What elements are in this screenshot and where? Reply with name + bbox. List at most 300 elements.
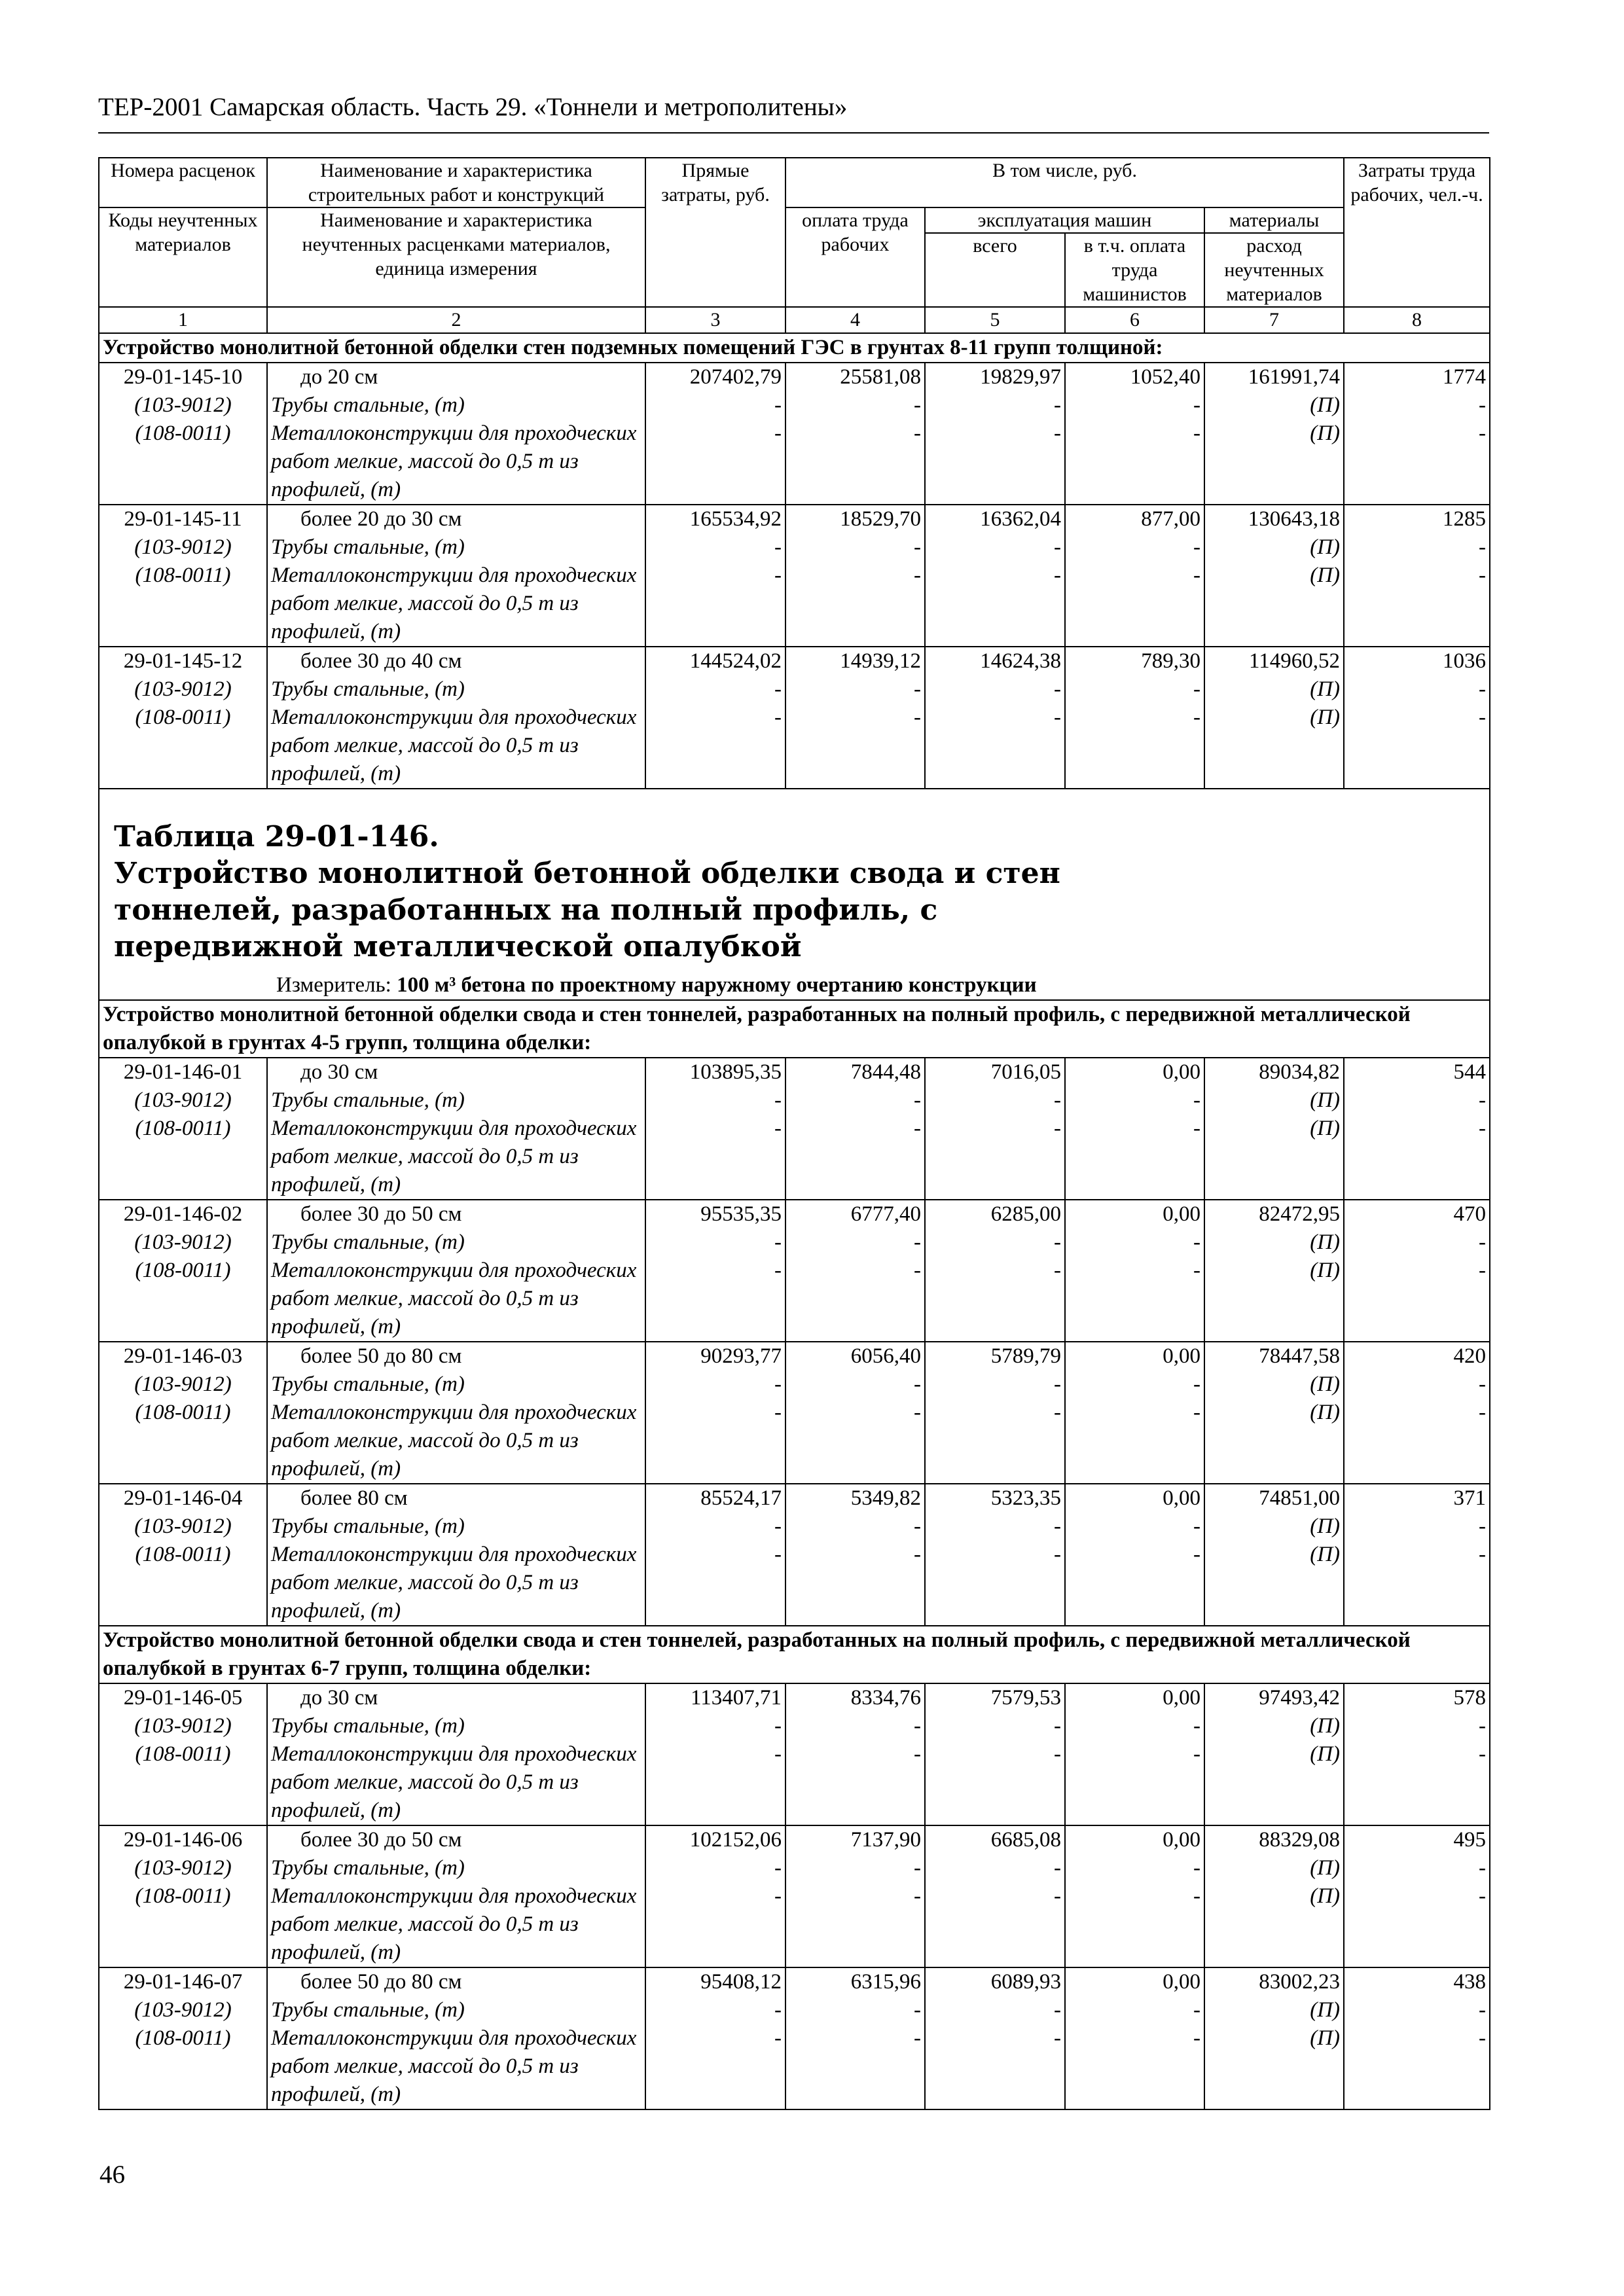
rate-mach-wage: 789,30	[1065, 647, 1204, 675]
dash-value: -	[645, 1854, 785, 1882]
rate-labor: 578	[1344, 1683, 1490, 1712]
dash-value: -	[1344, 1996, 1490, 2024]
material-marker: (П)	[1204, 704, 1344, 789]
rate-mat: 83002,23	[1204, 1967, 1344, 1996]
dash-value: -	[1065, 1882, 1204, 1967]
rate-name: более 30 до 50 см	[267, 1200, 645, 1229]
dash-value: -	[1344, 1229, 1490, 1257]
material-row	[99, 1257, 1490, 1342]
measure-line	[99, 965, 1489, 999]
dash-value: -	[1065, 1399, 1204, 1484]
dash-value: -	[785, 1399, 925, 1484]
rate-labor: 495	[1344, 1825, 1490, 1854]
rate-mat: 97493,42	[1204, 1683, 1344, 1712]
material-name: Трубы стальные, (т)	[267, 1712, 645, 1740]
header-including: В том числе, руб.	[785, 158, 1344, 207]
column-number: 3	[645, 307, 785, 333]
material-marker: (П)	[1204, 1086, 1344, 1115]
rate-wage: 7137,90	[785, 1825, 925, 1854]
material-row	[99, 1513, 1490, 1541]
material-name: Металлоконструкции для проходческих работ мелкие, массой до 0,5 т из профилей, (т)	[267, 1399, 645, 1484]
header-unaccounted-materials: расход неучтенных материалов	[1204, 233, 1344, 307]
rate-mach: 7579,53	[925, 1683, 1065, 1712]
table-number: Таблица 29-01-146.	[114, 820, 439, 853]
page-number: 46	[99, 2161, 125, 2189]
rate-code: 29-01-146-07	[99, 1967, 267, 1996]
dash-value: -	[785, 2024, 925, 2109]
dash-value: -	[1065, 1513, 1204, 1541]
dash-value: -	[925, 1996, 1065, 2024]
dash-value: -	[1065, 562, 1204, 647]
dash-value: -	[1065, 1996, 1204, 2024]
material-name: Металлоконструкции для проходческих работ мелкие, массой до 0,5 т из профилей, (т)	[267, 1882, 645, 1967]
dash-value: -	[1344, 1882, 1490, 1967]
dash-value: -	[785, 391, 925, 420]
material-code: (103-9012)	[99, 1513, 267, 1541]
section-header-row	[99, 1626, 1490, 1683]
material-code: (108-0011)	[99, 1115, 267, 1200]
measure-label: Измеритель:	[276, 973, 391, 997]
material-name: Металлоконструкции для проходческих работ мелкие, массой до 0,5 т из профилей, (т)	[267, 1257, 645, 1342]
material-code: (103-9012)	[99, 1996, 267, 2024]
material-marker: (П)	[1204, 1541, 1344, 1626]
header-material-names: Наименование и характеристика неучтенных расценками материалов, единица измерения	[267, 207, 645, 307]
table-row	[99, 647, 1490, 675]
header-machine-total: всего	[925, 233, 1065, 307]
material-row	[99, 1371, 1490, 1399]
dash-value: -	[785, 1513, 925, 1541]
rate-direct: 95535,35	[645, 1200, 785, 1229]
section-title: Устройство монолитной бетонной обделки стен подземных помещений ГЭС в грунтах 8-11 групп толщиной:	[99, 333, 1490, 363]
dash-value: -	[785, 1996, 925, 2024]
table-name: Устройство монолитной бетонной обделки свода и стен тоннелей, разработанных на полный профиль, с передвижной металлической опалубкой	[114, 857, 1060, 963]
dash-value: -	[1065, 1541, 1204, 1626]
table-row	[99, 1342, 1490, 1371]
material-row	[99, 1086, 1490, 1115]
rate-code: 29-01-146-01	[99, 1058, 267, 1086]
table-title	[99, 819, 1489, 965]
rate-code: 29-01-146-02	[99, 1200, 267, 1229]
rate-labor: 470	[1344, 1200, 1490, 1229]
material-name: Трубы стальные, (т)	[267, 391, 645, 420]
rate-direct: 102152,06	[645, 1825, 785, 1854]
dash-value: -	[1344, 533, 1490, 562]
material-row	[99, 2024, 1490, 2109]
dash-value: -	[1344, 1115, 1490, 1200]
dash-value: -	[645, 1996, 785, 2024]
rate-mach-wage: 0,00	[1065, 1967, 1204, 1996]
material-row	[99, 391, 1490, 420]
dash-value: -	[1065, 1086, 1204, 1115]
table-title-block	[99, 789, 1490, 1000]
dash-value: -	[925, 2024, 1065, 2109]
dash-value: -	[645, 1115, 785, 1200]
rate-labor: 438	[1344, 1967, 1490, 1996]
dash-value: -	[785, 1541, 925, 1626]
dash-value: -	[925, 1854, 1065, 1882]
rate-mach: 7016,05	[925, 1058, 1065, 1086]
rate-mach: 16362,04	[925, 505, 1065, 533]
dash-value: -	[925, 1513, 1065, 1541]
dash-value: -	[785, 1229, 925, 1257]
dash-value: -	[645, 1882, 785, 1967]
material-code: (108-0011)	[99, 704, 267, 789]
dash-value: -	[785, 1740, 925, 1825]
dash-value: -	[925, 1229, 1065, 1257]
rate-name: более 50 до 80 см	[267, 1342, 645, 1371]
material-code: (103-9012)	[99, 533, 267, 562]
material-name: Металлоконструкции для проходческих работ мелкие, массой до 0,5 т из профилей, (т)	[267, 562, 645, 647]
rate-direct: 103895,35	[645, 1058, 785, 1086]
table-row	[99, 1967, 1490, 1996]
rate-mach: 5323,35	[925, 1484, 1065, 1513]
material-marker: (П)	[1204, 420, 1344, 505]
section-header-row	[99, 1000, 1490, 1058]
dash-value: -	[925, 1086, 1065, 1115]
dash-value: -	[645, 562, 785, 647]
material-marker: (П)	[1204, 1854, 1344, 1882]
header-material-codes: Коды неучтенных материалов	[99, 207, 267, 307]
material-row	[99, 1740, 1490, 1825]
material-name: Трубы стальные, (т)	[267, 1229, 645, 1257]
column-number: 1	[99, 307, 267, 333]
dash-value: -	[785, 1086, 925, 1115]
material-code: (103-9012)	[99, 1371, 267, 1399]
material-code: (108-0011)	[99, 1257, 267, 1342]
material-row	[99, 704, 1490, 789]
material-code: (103-9012)	[99, 1086, 267, 1115]
material-row	[99, 1229, 1490, 1257]
dash-value: -	[925, 1740, 1065, 1825]
material-marker: (П)	[1204, 1712, 1344, 1740]
rate-name: до 20 см	[267, 363, 645, 391]
material-code: (103-9012)	[99, 1712, 267, 1740]
material-marker: (П)	[1204, 675, 1344, 704]
dash-value: -	[645, 1229, 785, 1257]
material-row	[99, 420, 1490, 505]
rate-mach: 19829,97	[925, 363, 1065, 391]
material-marker: (П)	[1204, 1996, 1344, 2024]
dash-value: -	[785, 1712, 925, 1740]
dash-value: -	[1065, 391, 1204, 420]
dash-value: -	[1344, 1854, 1490, 1882]
table-row	[99, 505, 1490, 533]
material-name: Металлоконструкции для проходческих работ мелкие, массой до 0,5 т из профилей, (т)	[267, 420, 645, 505]
table-row	[99, 1484, 1490, 1513]
dash-value: -	[1344, 1740, 1490, 1825]
dash-value: -	[785, 1115, 925, 1200]
dash-value: -	[1344, 1371, 1490, 1399]
dash-value: -	[785, 533, 925, 562]
dash-value: -	[925, 1541, 1065, 1626]
rate-direct: 85524,17	[645, 1484, 785, 1513]
material-name: Металлоконструкции для проходческих работ мелкие, массой до 0,5 т из профилей, (т)	[267, 1115, 645, 1200]
dash-value: -	[785, 1257, 925, 1342]
material-marker: (П)	[1204, 533, 1344, 562]
material-name: Трубы стальные, (т)	[267, 1996, 645, 2024]
dash-value: -	[785, 1854, 925, 1882]
material-name: Металлоконструкции для проходческих работ мелкие, массой до 0,5 т из профилей, (т)	[267, 1541, 645, 1626]
rate-name: более 20 до 30 см	[267, 505, 645, 533]
material-name: Металлоконструкции для проходческих работ мелкие, массой до 0,5 т из профилей, (т)	[267, 704, 645, 789]
dash-value: -	[1344, 2024, 1490, 2109]
rate-mach: 6285,00	[925, 1200, 1065, 1229]
rate-code: 29-01-146-03	[99, 1342, 267, 1371]
material-marker: (П)	[1204, 1399, 1344, 1484]
rate-mat: 161991,74	[1204, 363, 1344, 391]
section-title: Устройство монолитной бетонной обделки свода и стен тоннелей, разработанных на полный профиль, с передвижной металлической опалубкой в грунтах 4-5 групп, толщина обделки:	[99, 1000, 1490, 1058]
rate-code: 29-01-145-10	[99, 363, 267, 391]
rate-labor: 420	[1344, 1342, 1490, 1371]
dash-value: -	[1065, 420, 1204, 505]
material-row	[99, 1541, 1490, 1626]
rate-mach: 6685,08	[925, 1825, 1065, 1854]
header-work-name: Наименование и характеристика строительных работ и конструкций	[267, 158, 645, 207]
rate-code: 29-01-145-12	[99, 647, 267, 675]
dash-value: -	[925, 391, 1065, 420]
rate-wage: 25581,08	[785, 363, 925, 391]
rate-wage: 6315,96	[785, 1967, 925, 1996]
dash-value: -	[925, 1712, 1065, 1740]
column-number: 8	[1344, 307, 1490, 333]
rate-wage: 18529,70	[785, 505, 925, 533]
dash-value: -	[1065, 1712, 1204, 1740]
rate-name: до 30 см	[267, 1058, 645, 1086]
dash-value: -	[785, 704, 925, 789]
material-row	[99, 1712, 1490, 1740]
material-name: Трубы стальные, (т)	[267, 1371, 645, 1399]
rate-labor: 1774	[1344, 363, 1490, 391]
material-code: (103-9012)	[99, 1854, 267, 1882]
dash-value: -	[1344, 1399, 1490, 1484]
material-name: Трубы стальные, (т)	[267, 1086, 645, 1115]
dash-value: -	[645, 1086, 785, 1115]
rate-mach-wage: 877,00	[1065, 505, 1204, 533]
measure-value: 100 м³ бетона по проектному наружному очертанию конструкции	[397, 973, 1037, 997]
column-number: 7	[1204, 307, 1344, 333]
dash-value: -	[645, 533, 785, 562]
dash-value: -	[645, 1371, 785, 1399]
dash-value: -	[1065, 2024, 1204, 2109]
rate-mat: 74851,00	[1204, 1484, 1344, 1513]
dash-value: -	[645, 675, 785, 704]
material-code: (103-9012)	[99, 391, 267, 420]
material-marker: (П)	[1204, 1229, 1344, 1257]
material-name: Металлоконструкции для проходческих работ мелкие, массой до 0,5 т из профилей, (т)	[267, 2024, 645, 2109]
table-row	[99, 1200, 1490, 1229]
rate-mach-wage: 1052,40	[1065, 363, 1204, 391]
rate-direct: 144524,02	[645, 647, 785, 675]
material-marker: (П)	[1204, 1115, 1344, 1200]
rate-mat: 88329,08	[1204, 1825, 1344, 1854]
rate-mach: 6089,93	[925, 1967, 1065, 1996]
dash-value: -	[925, 1399, 1065, 1484]
dash-value: -	[645, 1257, 785, 1342]
section-title: Устройство монолитной бетонной обделки свода и стен тоннелей, разработанных на полный профиль, с передвижной металлической опалубкой в грунтах 6-7 групп, толщина обделки:	[99, 1626, 1490, 1683]
dash-value: -	[645, 1399, 785, 1484]
rate-mach-wage: 0,00	[1065, 1683, 1204, 1712]
table-row	[99, 1825, 1490, 1854]
material-marker: (П)	[1204, 1882, 1344, 1967]
dash-value: -	[1344, 420, 1490, 505]
dash-value: -	[645, 1712, 785, 1740]
rate-wage: 6056,40	[785, 1342, 925, 1371]
header-direct-costs: Прямые затраты, руб.	[645, 158, 785, 307]
rate-code: 29-01-146-05	[99, 1683, 267, 1712]
dash-value: -	[1344, 1712, 1490, 1740]
material-code: (108-0011)	[99, 1740, 267, 1825]
header-materials: материалы	[1204, 207, 1344, 233]
material-marker: (П)	[1204, 1257, 1344, 1342]
page-header: ТЕР-2001 Самарская область. Часть 29. «Тоннели и метрополитены»	[98, 92, 1489, 134]
dash-value: -	[1344, 1541, 1490, 1626]
material-row	[99, 675, 1490, 704]
dash-value: -	[1344, 675, 1490, 704]
rate-wage: 14939,12	[785, 647, 925, 675]
material-row	[99, 1854, 1490, 1882]
rate-direct: 95408,12	[645, 1967, 785, 1996]
dash-value: -	[925, 1882, 1065, 1967]
rate-mach-wage: 0,00	[1065, 1058, 1204, 1086]
rate-mat: 130643,18	[1204, 505, 1344, 533]
dash-value: -	[1344, 704, 1490, 789]
dash-value: -	[645, 1740, 785, 1825]
rate-mach-wage: 0,00	[1065, 1200, 1204, 1229]
dash-value: -	[1344, 1257, 1490, 1342]
material-row	[99, 1115, 1490, 1200]
rate-name: более 80 см	[267, 1484, 645, 1513]
dash-value: -	[645, 704, 785, 789]
material-name: Трубы стальные, (т)	[267, 1513, 645, 1541]
dash-value: -	[1065, 1229, 1204, 1257]
rate-name: более 30 до 50 см	[267, 1825, 645, 1854]
dash-value: -	[925, 533, 1065, 562]
table-row	[99, 1058, 1490, 1086]
material-row	[99, 533, 1490, 562]
dash-value: -	[925, 420, 1065, 505]
rate-mach-wage: 0,00	[1065, 1484, 1204, 1513]
material-code: (108-0011)	[99, 420, 267, 505]
rate-mach: 14624,38	[925, 647, 1065, 675]
dash-value: -	[1344, 391, 1490, 420]
rate-direct: 90293,77	[645, 1342, 785, 1371]
rate-code: 29-01-146-06	[99, 1825, 267, 1854]
rate-code: 29-01-145-11	[99, 505, 267, 533]
dash-value: -	[785, 562, 925, 647]
rate-mat: 78447,58	[1204, 1342, 1344, 1371]
rate-wage: 6777,40	[785, 1200, 925, 1229]
rate-mat: 82472,95	[1204, 1200, 1344, 1229]
material-row	[99, 562, 1490, 647]
table-title-row	[99, 789, 1490, 1000]
dash-value: -	[1344, 562, 1490, 647]
material-code: (108-0011)	[99, 1882, 267, 1967]
header-machinist-wages: в т.ч. оплата труда машинистов	[1065, 233, 1204, 307]
dash-value: -	[1065, 1115, 1204, 1200]
header-rate-numbers: Номера расценок	[99, 158, 267, 207]
rate-wage: 7844,48	[785, 1058, 925, 1086]
dash-value: -	[925, 704, 1065, 789]
dash-value: -	[785, 675, 925, 704]
header-labor-costs: Затраты труда рабочих, чел.-ч.	[1344, 158, 1490, 307]
column-number: 6	[1065, 307, 1204, 333]
material-name: Трубы стальные, (т)	[267, 1854, 645, 1882]
header-machine-operation: эксплуатация машин	[925, 207, 1204, 233]
rate-direct: 113407,71	[645, 1683, 785, 1712]
rate-name: более 30 до 40 см	[267, 647, 645, 675]
dash-value: -	[925, 1115, 1065, 1200]
rate-mach-wage: 0,00	[1065, 1825, 1204, 1854]
column-numbers-row	[99, 307, 1490, 333]
material-code: (108-0011)	[99, 2024, 267, 2109]
material-code: (108-0011)	[99, 562, 267, 647]
rate-mach-wage: 0,00	[1065, 1342, 1204, 1371]
rate-mach: 5789,79	[925, 1342, 1065, 1371]
material-name: Трубы стальные, (т)	[267, 675, 645, 704]
material-name: Металлоконструкции для проходческих работ мелкие, массой до 0,5 т из профилей, (т)	[267, 1740, 645, 1825]
dash-value: -	[1065, 1257, 1204, 1342]
rate-wage: 5349,82	[785, 1484, 925, 1513]
material-marker: (П)	[1204, 562, 1344, 647]
rate-direct: 207402,79	[645, 363, 785, 391]
material-marker: (П)	[1204, 2024, 1344, 2109]
table-row	[99, 1683, 1490, 1712]
dash-value: -	[645, 391, 785, 420]
material-row	[99, 1399, 1490, 1484]
material-row	[99, 1882, 1490, 1967]
dash-value: -	[645, 1541, 785, 1626]
dash-value: -	[1344, 1513, 1490, 1541]
material-marker: (П)	[1204, 1740, 1344, 1825]
rates-table	[98, 157, 1490, 2110]
dash-value: -	[1065, 1854, 1204, 1882]
dash-value: -	[785, 420, 925, 505]
dash-value: -	[925, 562, 1065, 647]
dash-value: -	[1065, 1740, 1204, 1825]
dash-value: -	[925, 1257, 1065, 1342]
column-number: 2	[267, 307, 645, 333]
material-marker: (П)	[1204, 1513, 1344, 1541]
section-header-row	[99, 333, 1490, 363]
rate-name: более 50 до 80 см	[267, 1967, 645, 1996]
material-marker: (П)	[1204, 1371, 1344, 1399]
rate-direct: 165534,92	[645, 505, 785, 533]
material-code: (103-9012)	[99, 1229, 267, 1257]
dash-value: -	[645, 1513, 785, 1541]
dash-value: -	[1065, 675, 1204, 704]
table-row	[99, 363, 1490, 391]
material-marker: (П)	[1204, 391, 1344, 420]
header-worker-wages: оплата труда рабочих	[785, 207, 925, 307]
dash-value: -	[645, 2024, 785, 2109]
dash-value: -	[785, 1371, 925, 1399]
rate-code: 29-01-146-04	[99, 1484, 267, 1513]
column-number: 5	[925, 307, 1065, 333]
rate-wage: 8334,76	[785, 1683, 925, 1712]
rate-mat: 114960,52	[1204, 647, 1344, 675]
dash-value: -	[1065, 704, 1204, 789]
rate-mat: 89034,82	[1204, 1058, 1344, 1086]
dash-value: -	[925, 675, 1065, 704]
material-name: Трубы стальные, (т)	[267, 533, 645, 562]
dash-value: -	[645, 420, 785, 505]
material-code: (108-0011)	[99, 1399, 267, 1484]
rate-labor: 1285	[1344, 505, 1490, 533]
material-row	[99, 1996, 1490, 2024]
rate-name: до 30 см	[267, 1683, 645, 1712]
rate-labor: 544	[1344, 1058, 1490, 1086]
column-number: 4	[785, 307, 925, 333]
